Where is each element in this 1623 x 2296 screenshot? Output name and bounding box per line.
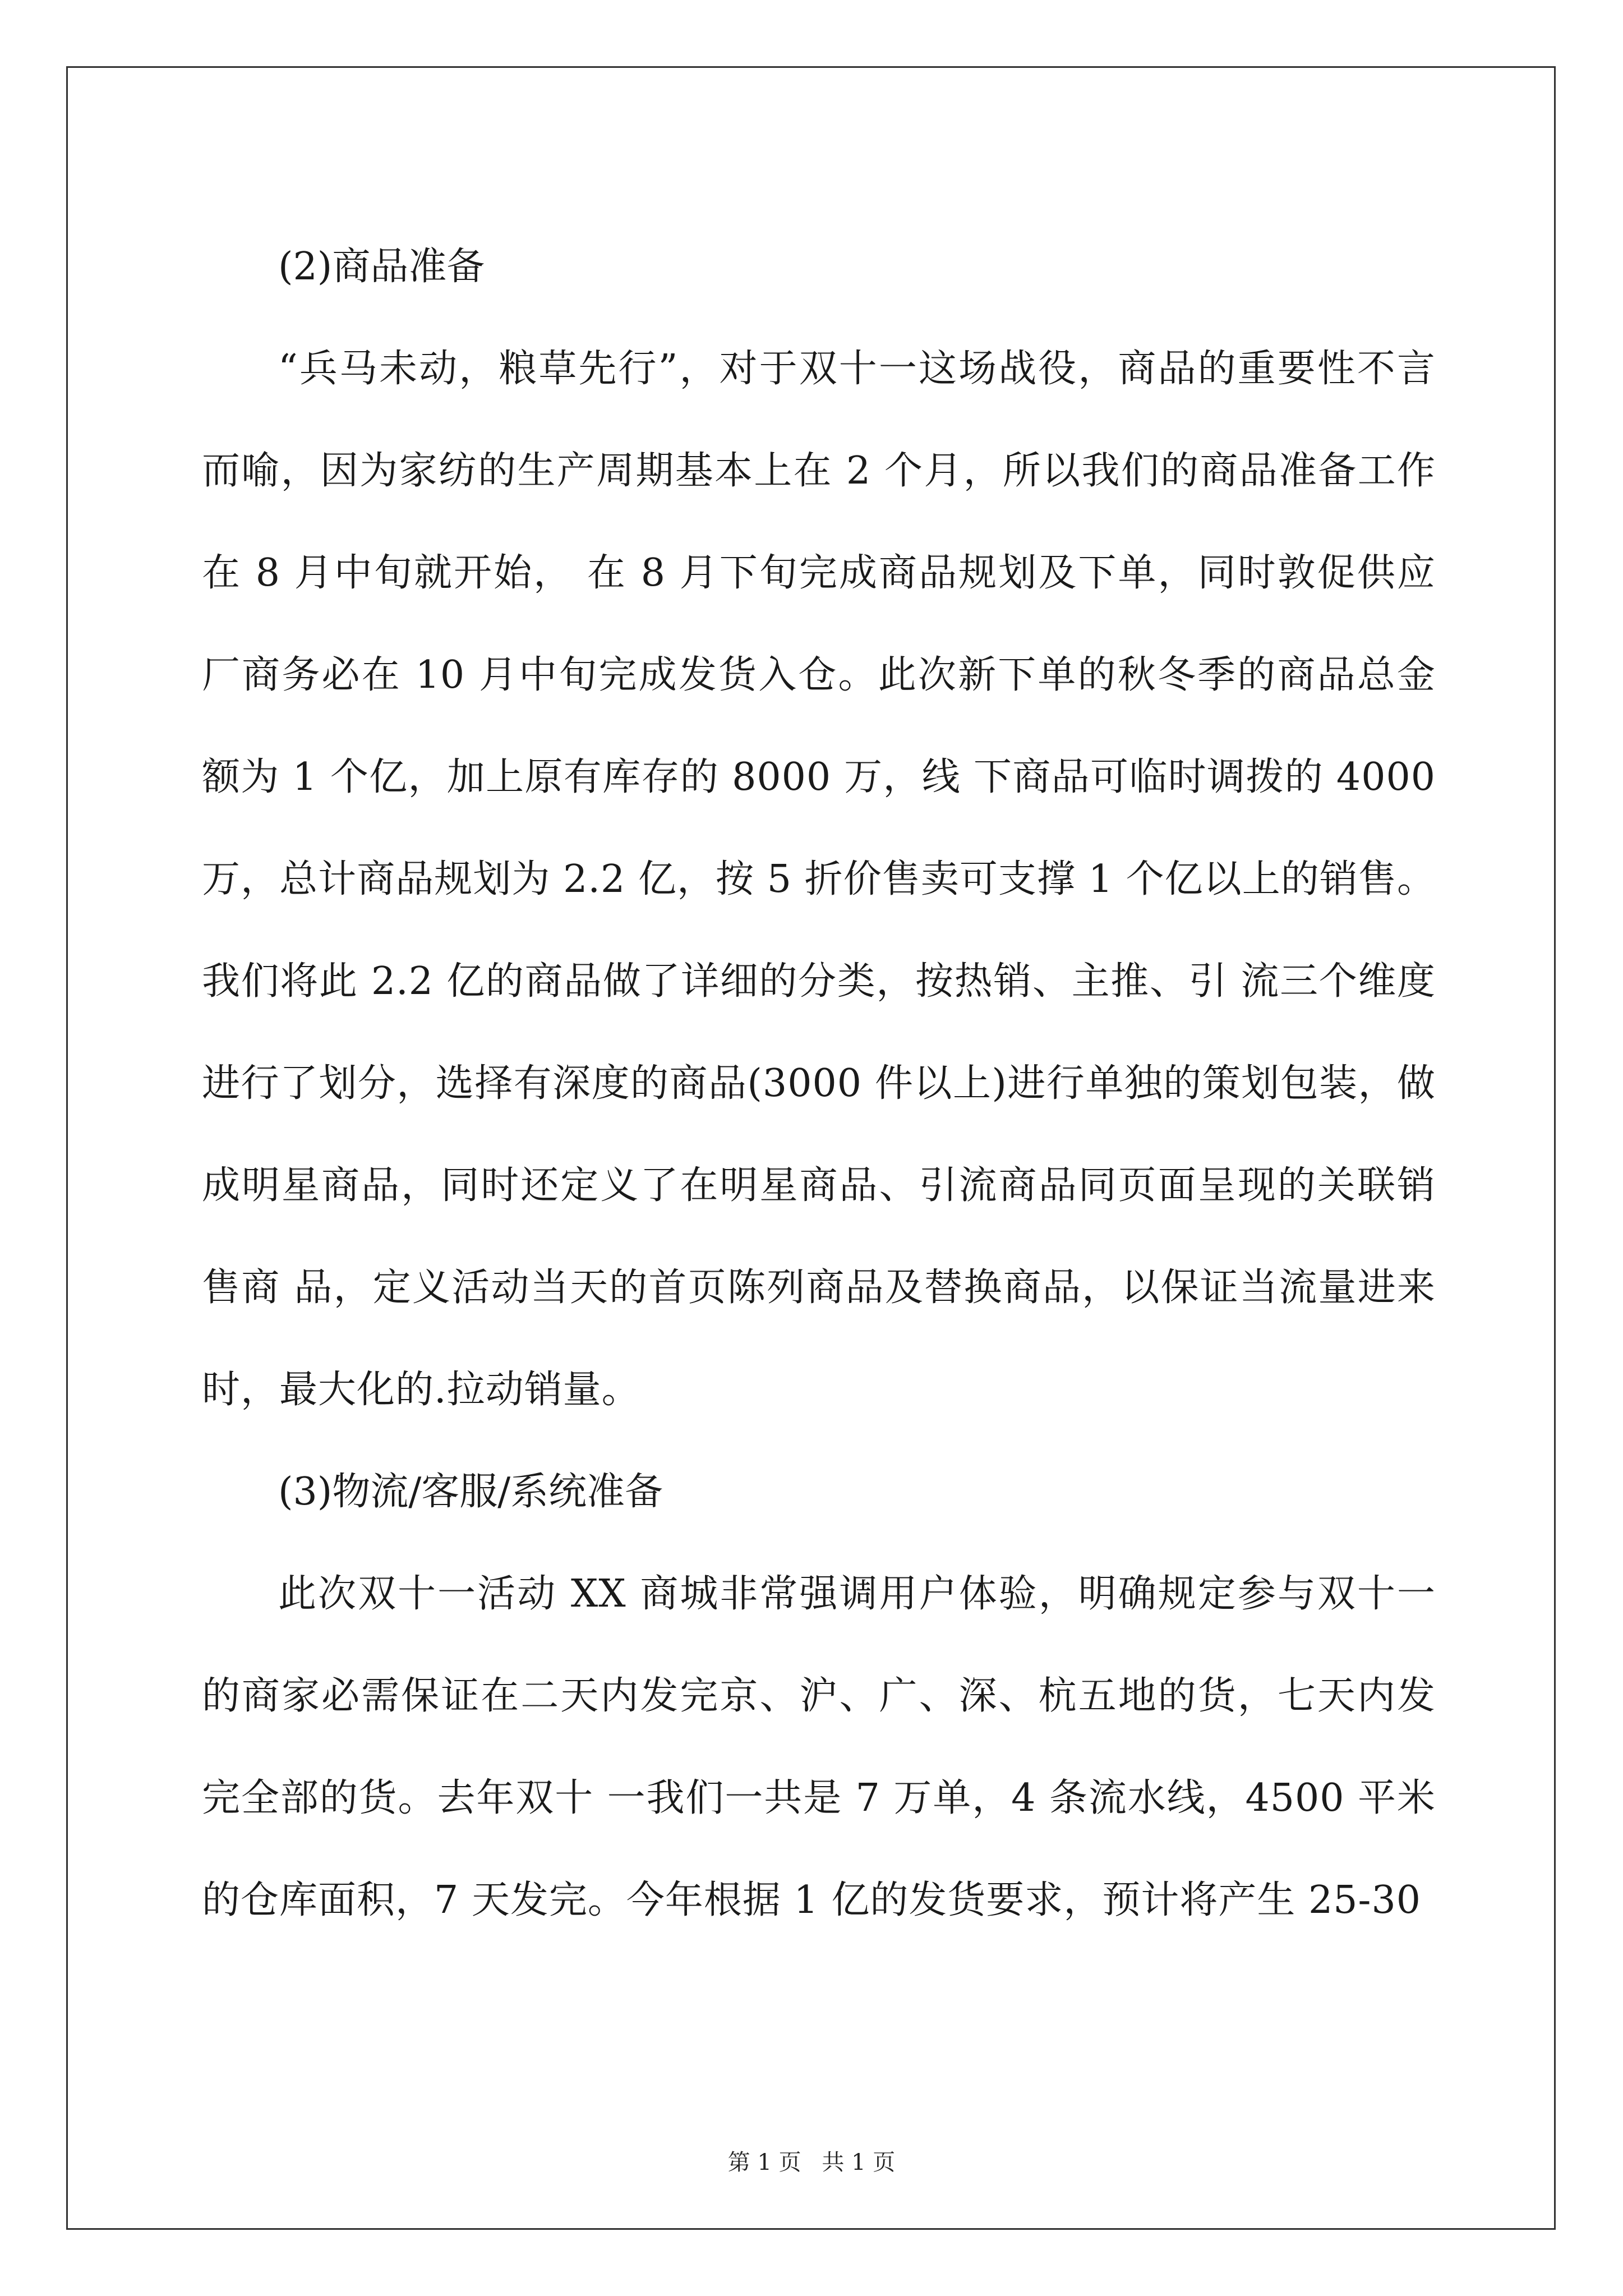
page-number: 第 1 页 [727, 2150, 801, 2175]
section-heading-product-prep: (2)商品准备 [278, 245, 485, 289]
document-body [202, 216, 1436, 1952]
page-total: 共 1 页 [822, 2150, 896, 2175]
section-heading-logistics-prep: (3)物流/客服/系统准备 [278, 1470, 663, 1514]
paragraph-product-prep: “兵马未动，粮草先行”，对于双十一这场战役，商品的重要性不言而喻，因为家纺的生产周期基本上在 2 个月，所以我们的商品准备工作在 8 月中旬就开始， 在 8 月下旬完成商品规划及下单，同时敦促供应厂商务必在 10 月中旬完成发货入仓。此次新下单的秋冬季的商品总金额为 1 个亿，加上原有库存的 8000 万，线 下商品可临时调拨的 4000 万，总计商品规划为 2.2 亿，按 5 折价售卖可支撑 1 个亿以上的销售。我们将此 2.2 亿的商品做了详细的分类，按热销、主推、引 流三个维度进行了划分，选择有深度的商品(3000 件以上)进行单独的策划包装，做成明星商品，同时还定义了在明星商品、引流商品同页面呈现的关联销售商 品，定义活动当天的首页陈列商品及替换商品，以保证当流量进来时，最大化的.拉动销量。 [202, 347, 1436, 1412]
paragraph-logistics-prep: 此次双十一活动 XX 商城非常强调用户体验，明确规定参与双十一的商家必需保证在二天内发完京、沪、广、深、杭五地的货，七天内发完全部的货。去年双十 一我们一共是 7 万单，4 条流水线，4500 平米的仓库面积，7 天发完。今年根据 1 亿的发货要求，预计将产生 25-30 [202, 1572, 1436, 1922]
page-footer [0, 2148, 1623, 2177]
